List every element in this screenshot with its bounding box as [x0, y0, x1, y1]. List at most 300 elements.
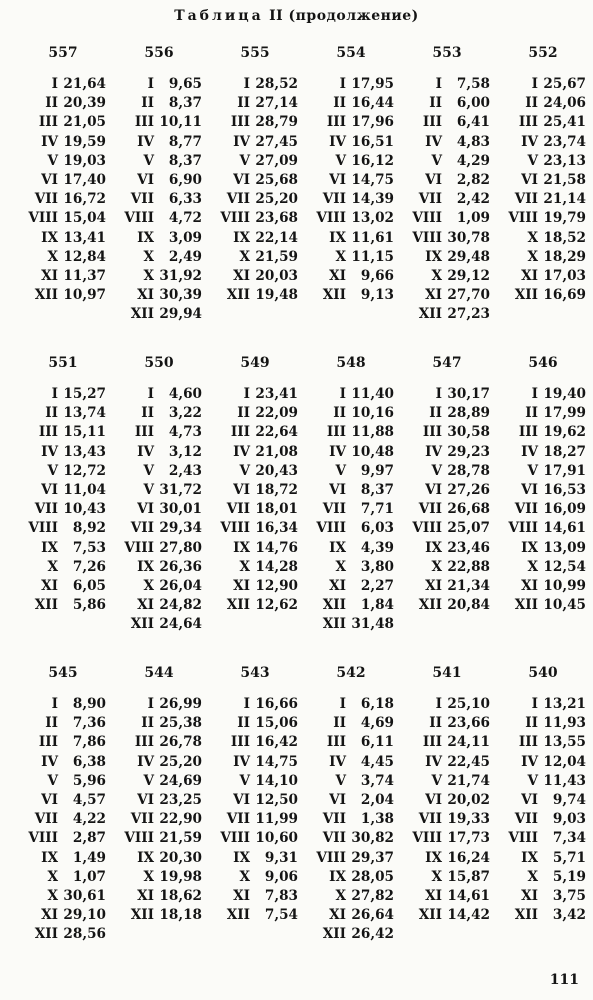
day-value: 28,56: [63, 926, 106, 943]
month-numeral: II: [45, 405, 58, 422]
day-value: 8,37: [168, 152, 202, 169]
month-numeral: IX: [425, 849, 442, 866]
month-numeral: VII: [226, 501, 250, 518]
table-row: [500, 404, 586, 423]
table-row: [308, 925, 394, 944]
table-row: [20, 868, 106, 887]
table-row: [308, 868, 394, 887]
day-value: 19,40: [543, 386, 586, 402]
day-value: 8,37: [168, 95, 202, 112]
day-value: 20,02: [447, 792, 490, 808]
column-header: 555: [240, 45, 270, 61]
day-value: 13,74: [63, 405, 106, 422]
month-numeral: V: [527, 462, 538, 479]
column-header: 547: [432, 355, 462, 371]
month-numeral: X: [47, 868, 58, 885]
day-value: 3,80: [360, 558, 394, 575]
day-value: 11,99: [255, 811, 298, 828]
day-value: 4,45: [360, 753, 394, 770]
day-value: 22,14: [255, 229, 298, 246]
table-row: [212, 849, 298, 868]
day-value: 15,11: [63, 424, 106, 441]
day-value: 10,11: [159, 114, 202, 131]
table-row: [116, 791, 202, 810]
day-value: 16,34: [255, 520, 298, 537]
month-numeral: XI: [329, 907, 346, 924]
table-row: [116, 133, 202, 152]
month-numeral: X: [431, 558, 442, 575]
table-row: [500, 248, 586, 267]
table-row: [212, 209, 298, 228]
table-row: [212, 171, 298, 190]
day-value: 16,09: [543, 501, 586, 518]
day-value: 26,36: [159, 558, 202, 575]
table-row: [500, 577, 586, 596]
month-numeral: IX: [329, 868, 346, 885]
table-row: [500, 500, 586, 519]
day-value: 14,75: [351, 172, 394, 188]
month-numeral: III: [134, 114, 154, 131]
column-header: 551: [48, 355, 78, 371]
table-row: [116, 596, 202, 615]
month-numeral: X: [527, 558, 538, 575]
month-numeral: X: [239, 558, 250, 575]
table-row: [404, 113, 490, 132]
page-title: [0, 8, 593, 24]
table-row: [308, 423, 394, 442]
month-numeral: I: [243, 696, 250, 712]
day-value: 28,78: [447, 462, 490, 479]
table-row: [212, 596, 298, 615]
month-numeral: XI: [521, 888, 538, 904]
day-value: 19,03: [63, 152, 106, 169]
month-numeral: VI: [41, 792, 58, 808]
day-value: 5,96: [72, 772, 106, 789]
table-row: [20, 887, 106, 906]
month-numeral: IX: [41, 229, 58, 246]
month-numeral: VIII: [316, 520, 346, 537]
month-numeral: V: [239, 772, 250, 789]
page-number: 111: [549, 972, 579, 988]
day-value: 23,13: [543, 152, 586, 169]
day-value: 2,49: [168, 248, 202, 265]
day-value: 19,79: [543, 210, 586, 227]
table-row: [404, 596, 490, 615]
day-value: 6,05: [72, 578, 106, 594]
day-value: 30,39: [159, 287, 202, 304]
day-value: 4,69: [360, 715, 394, 732]
table-row: [116, 481, 202, 500]
day-value: 14,10: [255, 772, 298, 789]
day-value: 1,38: [360, 811, 394, 828]
table-row: [116, 849, 202, 868]
month-numeral: IV: [137, 753, 154, 770]
month-numeral: II: [333, 405, 346, 422]
table-row: [20, 229, 106, 248]
month-numeral: I: [51, 76, 58, 92]
day-value: 11,88: [351, 424, 394, 441]
title-table-number: II: [269, 8, 284, 24]
month-numeral: X: [431, 268, 442, 284]
table-row: [116, 152, 202, 171]
day-value: 7,26: [72, 558, 106, 575]
month-numeral: VII: [34, 501, 58, 518]
month-numeral: II: [525, 405, 538, 422]
table-row: [404, 868, 490, 887]
month-numeral: VIII: [220, 210, 250, 227]
day-value: 19,59: [63, 133, 106, 150]
table-row: [20, 423, 106, 442]
month-numeral: III: [230, 114, 250, 131]
table-row: [404, 75, 490, 94]
table-row: [404, 286, 490, 305]
table-row: [308, 887, 394, 906]
table-row: [116, 305, 202, 324]
day-value: 30,78: [447, 229, 490, 246]
table-row: [404, 385, 490, 404]
day-value: 11,15: [351, 248, 394, 265]
day-value: 23,41: [255, 386, 298, 402]
month-numeral: VII: [418, 501, 442, 518]
month-numeral: IX: [41, 539, 58, 556]
day-value: 31,48: [351, 616, 394, 633]
month-numeral: II: [333, 715, 346, 732]
month-numeral: I: [147, 386, 154, 402]
month-numeral: VIII: [316, 210, 346, 227]
day-value: 16,66: [255, 696, 298, 712]
table-row: [212, 190, 298, 209]
table-row: [308, 519, 394, 538]
day-value: 20,39: [63, 95, 106, 112]
month-numeral: II: [141, 405, 154, 422]
table-row: [500, 462, 586, 481]
month-numeral: VI: [329, 172, 346, 188]
month-numeral: VII: [34, 191, 58, 208]
day-value: 9,03: [552, 811, 586, 828]
month-numeral: VIII: [316, 849, 346, 866]
month-numeral: VIII: [124, 210, 154, 227]
month-numeral: II: [333, 95, 346, 112]
month-numeral: VII: [322, 811, 346, 828]
day-value: 12,54: [543, 558, 586, 575]
day-value: 25,38: [159, 715, 202, 732]
table-row: [116, 385, 202, 404]
column-header: 542: [336, 665, 366, 681]
month-numeral: XI: [425, 578, 442, 594]
table-row: [500, 714, 586, 733]
table-row: [116, 539, 202, 558]
month-numeral: XII: [34, 287, 58, 304]
day-value: 18,52: [543, 229, 586, 246]
month-numeral: XI: [521, 578, 538, 594]
table-row: [20, 733, 106, 752]
day-value: 4,39: [360, 539, 394, 556]
table-row: [500, 267, 586, 286]
table-row: [212, 695, 298, 714]
day-value: 27,26: [447, 482, 490, 498]
day-value: 9,13: [360, 287, 394, 304]
month-numeral: VIII: [124, 539, 154, 556]
day-value: 4,57: [72, 792, 106, 808]
month-numeral: XI: [41, 268, 58, 284]
day-value: 13,43: [63, 443, 106, 460]
table-row: [308, 404, 394, 423]
table-row: [308, 500, 394, 519]
table-row: [308, 772, 394, 791]
month-numeral: VI: [41, 172, 58, 188]
month-numeral: XI: [233, 888, 250, 904]
month-numeral: X: [335, 558, 346, 575]
day-value: 3,75: [552, 888, 586, 904]
day-value: 15,06: [255, 715, 298, 732]
column-header: 548: [336, 355, 366, 371]
day-value: 7,53: [72, 539, 106, 556]
month-numeral: VIII: [28, 520, 58, 537]
day-value: 3,74: [360, 772, 394, 789]
month-numeral: XII: [130, 616, 154, 633]
table-row: [308, 248, 394, 267]
day-value: 10,45: [543, 597, 586, 614]
month-numeral: III: [422, 114, 442, 131]
day-value: 8,92: [72, 520, 106, 537]
month-numeral: VI: [41, 482, 58, 498]
table-row: [500, 733, 586, 752]
table-row: [308, 558, 394, 577]
table-row: [116, 248, 202, 267]
month-numeral: X: [239, 868, 250, 885]
table-row: [116, 753, 202, 772]
day-value: 13,02: [351, 210, 394, 227]
table-row: [212, 500, 298, 519]
month-numeral: XII: [514, 287, 538, 304]
day-value: 25,20: [255, 191, 298, 208]
day-value: 2,42: [456, 191, 490, 208]
month-numeral: VI: [329, 792, 346, 808]
table-row: [404, 810, 490, 829]
day-value: 12,04: [543, 753, 586, 770]
table-row: [212, 113, 298, 132]
table-row: [404, 906, 490, 925]
month-numeral: I: [339, 696, 346, 712]
month-numeral: VII: [130, 811, 154, 828]
day-value: 4,73: [168, 424, 202, 441]
day-value: 26,42: [351, 926, 394, 943]
month-numeral: VI: [137, 792, 154, 808]
month-numeral: VII: [130, 520, 154, 537]
day-value: 29,12: [447, 268, 490, 284]
month-numeral: IX: [137, 229, 154, 246]
table-row: [500, 171, 586, 190]
month-numeral: VIII: [508, 210, 538, 227]
day-value: 10,48: [351, 443, 394, 460]
month-numeral: X: [335, 248, 346, 265]
table-row: [212, 152, 298, 171]
table-row: [20, 75, 106, 94]
table-row: [212, 733, 298, 752]
day-value: 15,27: [63, 386, 106, 402]
table-row: [20, 113, 106, 132]
month-numeral: IX: [41, 849, 58, 866]
month-numeral: IX: [425, 539, 442, 556]
day-value: 23,46: [447, 539, 490, 556]
month-numeral: V: [431, 772, 442, 789]
month-numeral: VII: [34, 811, 58, 828]
table-row: [20, 404, 106, 423]
table-row: [500, 829, 586, 848]
day-value: 24,06: [543, 95, 586, 112]
month-numeral: XII: [418, 907, 442, 924]
day-value: 17,91: [543, 462, 586, 479]
month-numeral: II: [429, 715, 442, 732]
table-row: [500, 753, 586, 772]
day-value: 26,04: [159, 578, 202, 594]
table-row: [212, 868, 298, 887]
table-row: [308, 481, 394, 500]
month-numeral: VI: [425, 482, 442, 498]
month-numeral: X: [239, 248, 250, 265]
table-row: [20, 209, 106, 228]
day-value: 19,33: [447, 811, 490, 828]
day-value: 29,34: [159, 520, 202, 537]
month-numeral: VII: [130, 191, 154, 208]
day-value: 5,71: [552, 849, 586, 866]
day-value: 26,64: [351, 907, 394, 924]
table-row: [308, 577, 394, 596]
table-row: [308, 152, 394, 171]
day-value: 3,22: [168, 405, 202, 422]
table-row: [20, 286, 106, 305]
month-numeral: IV: [41, 443, 58, 460]
month-numeral: XI: [233, 578, 250, 594]
table-row: [212, 906, 298, 925]
table-row: [308, 615, 394, 634]
day-value: 19,62: [543, 424, 586, 441]
day-value: 14,75: [255, 753, 298, 770]
month-numeral: VIII: [508, 830, 538, 847]
table-row: [404, 695, 490, 714]
day-value: 4,72: [168, 210, 202, 227]
month-numeral: XI: [425, 287, 442, 304]
day-value: 3,09: [168, 229, 202, 246]
month-numeral: IX: [329, 539, 346, 556]
day-value: 7,34: [552, 830, 586, 847]
table-row: [404, 248, 490, 267]
day-value: 3,42: [552, 907, 586, 924]
month-numeral: III: [38, 114, 58, 131]
day-value: 3,12: [168, 443, 202, 460]
day-value: 9,06: [264, 868, 298, 885]
month-numeral: V: [143, 482, 154, 498]
table-row: [308, 286, 394, 305]
table-row: [308, 75, 394, 94]
month-numeral: II: [429, 405, 442, 422]
day-value: 16,44: [351, 95, 394, 112]
column-header: 546: [528, 355, 558, 371]
day-value: 9,97: [360, 462, 394, 479]
month-numeral: XII: [130, 907, 154, 924]
column-header: 550: [144, 355, 174, 371]
table-row: [116, 190, 202, 209]
month-numeral: II: [141, 715, 154, 732]
table-row: [116, 75, 202, 94]
day-value: 4,60: [168, 386, 202, 402]
table-row: [116, 714, 202, 733]
day-value: 18,18: [159, 907, 202, 924]
day-value: 30,17: [447, 386, 490, 402]
day-value: 20,84: [447, 597, 490, 614]
table-row: [404, 443, 490, 462]
table-row: [116, 443, 202, 462]
day-value: 14,61: [543, 520, 586, 537]
day-value: 11,37: [63, 268, 106, 284]
table-row: [20, 753, 106, 772]
table-row: [116, 462, 202, 481]
day-value: 18,01: [255, 501, 298, 518]
day-value: 8,77: [168, 133, 202, 150]
column-header: 552: [528, 45, 558, 61]
table-row: [20, 519, 106, 538]
day-value: 1,84: [360, 597, 394, 614]
day-value: 14,76: [255, 539, 298, 556]
month-numeral: I: [147, 696, 154, 712]
day-value: 23,66: [447, 715, 490, 732]
day-value: 9,65: [168, 76, 202, 92]
day-value: 11,43: [543, 772, 586, 789]
day-value: 11,04: [63, 482, 106, 498]
month-numeral: V: [47, 462, 58, 479]
day-value: 6,41: [456, 114, 490, 131]
day-value: 27,45: [255, 133, 298, 150]
day-value: 16,69: [543, 287, 586, 304]
table-row: [116, 695, 202, 714]
month-numeral: VII: [418, 191, 442, 208]
day-value: 10,16: [351, 405, 394, 422]
month-numeral: I: [339, 386, 346, 402]
day-value: 27,14: [255, 95, 298, 112]
day-value: 11,93: [543, 715, 586, 732]
table-row: [212, 791, 298, 810]
table-row: [212, 829, 298, 848]
month-numeral: VII: [322, 830, 346, 847]
table-row: [212, 385, 298, 404]
day-value: 29,37: [351, 849, 394, 866]
day-value: 16,12: [351, 152, 394, 169]
column-header: 543: [240, 665, 270, 681]
table-row: [404, 733, 490, 752]
table-row: [20, 385, 106, 404]
table-row: [500, 791, 586, 810]
column-header: 549: [240, 355, 270, 371]
table-row: [20, 829, 106, 848]
table-row: [308, 596, 394, 615]
month-numeral: VI: [521, 792, 538, 808]
month-numeral: V: [527, 152, 538, 169]
month-numeral: II: [525, 95, 538, 112]
day-value: 14,28: [255, 558, 298, 575]
month-numeral: IX: [137, 849, 154, 866]
month-numeral: VII: [514, 501, 538, 518]
month-numeral: XII: [226, 287, 250, 304]
table-row: [308, 791, 394, 810]
day-value: 9,66: [360, 268, 394, 284]
table-row: [404, 753, 490, 772]
month-numeral: XI: [137, 597, 154, 614]
day-value: 31,72: [159, 482, 202, 498]
month-numeral: IV: [425, 753, 442, 770]
month-numeral: VI: [521, 172, 538, 188]
month-numeral: III: [326, 424, 346, 441]
month-numeral: IV: [137, 443, 154, 460]
